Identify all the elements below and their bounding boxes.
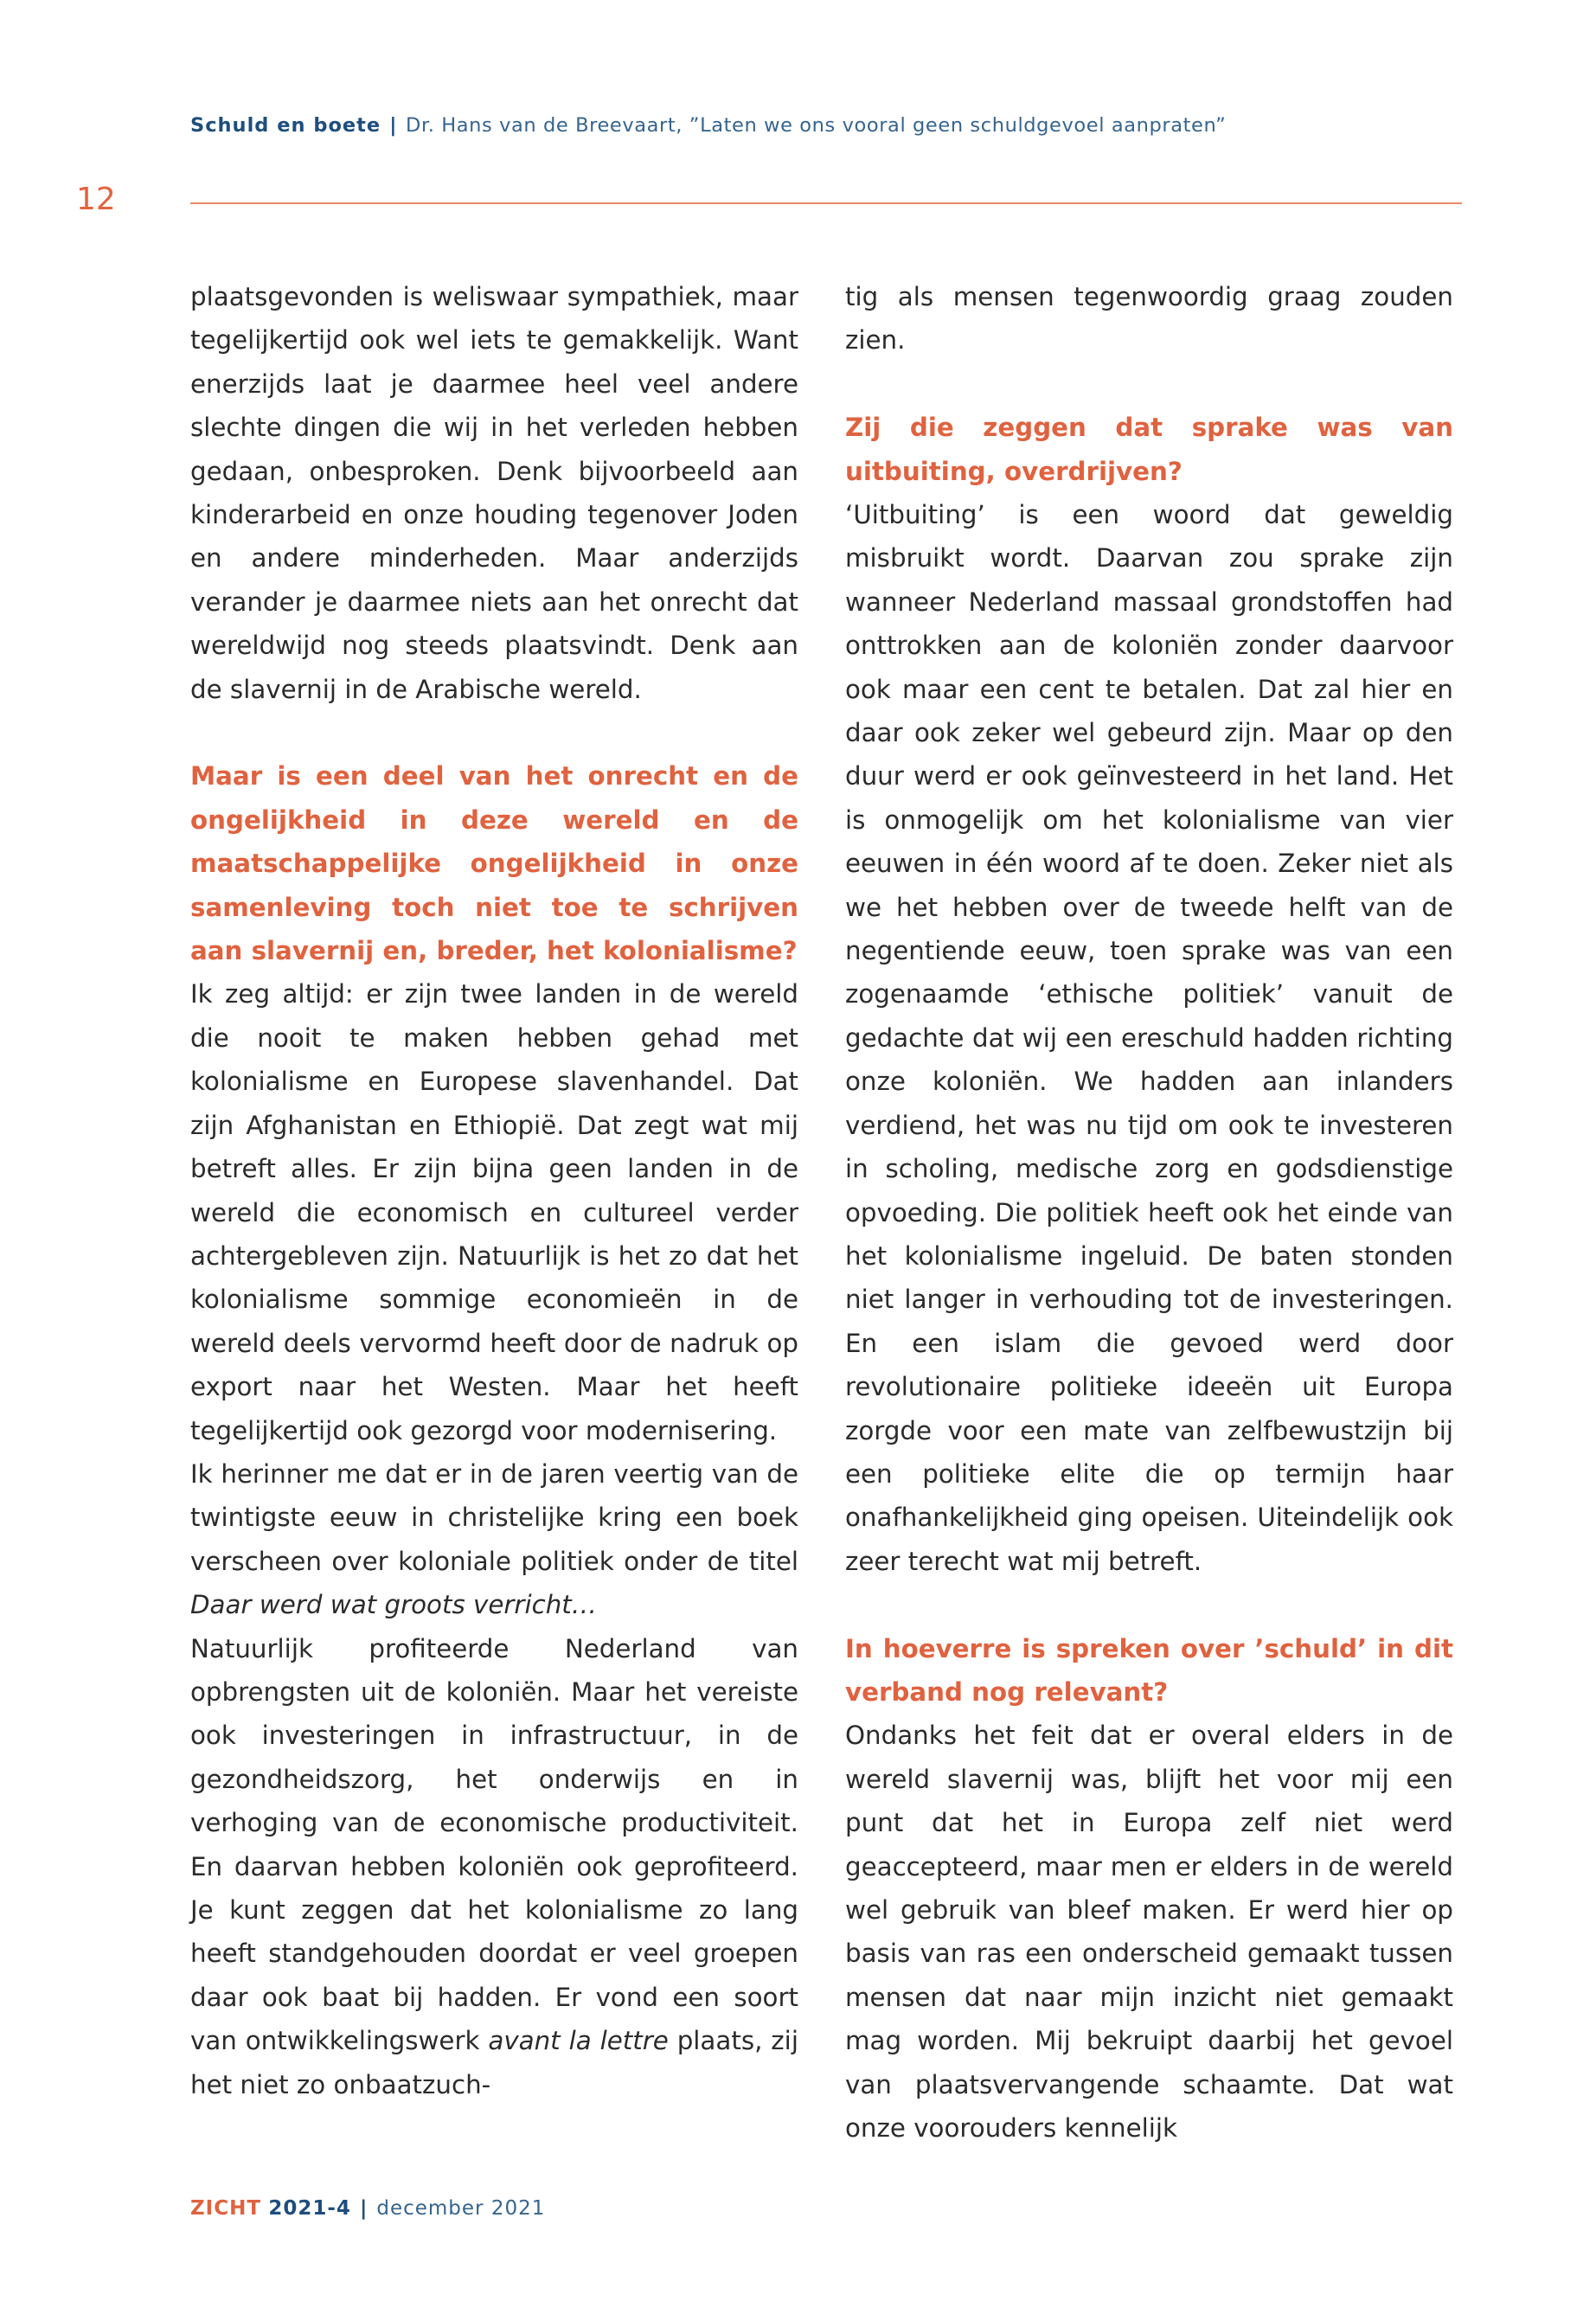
paragraph-gap — [845, 1583, 1453, 1626]
running-header — [190, 114, 1453, 137]
header-separator: | — [389, 114, 398, 137]
footer-brand: ZICHT — [190, 2197, 262, 2220]
header-rule — [190, 202, 1462, 204]
interview-question: Maar is een deel van het onrecht en de ongelijkheid in deze wereld en de maatschappelijke ongelijkheid in onze samenleving toch niet toe te schrijven aan slavernij en, breder, het kolonialisme? — [190, 761, 798, 966]
paragraph-text: Natuurlijk profiteerde Nederland van opbrengsten uit de koloniën. Maar het vereiste ook investeringen in infrastructuur, in de gezondheidszorg, het onderwijs en in verhoging van de economische productiviteit. En daarvan hebben koloniën ook geprofiteerd. Je kunt zeggen dat het kolonialisme zo lang heeft standgehouden doordat er veel groepen daar ook baat bij hadden. Er vond een soort van ontwikkelingswerk — [190, 1633, 798, 2056]
paragraph-text: Ik herinner me dat er in de jaren veertig van de twintigste eeuw in christelijke kring een boek verscheen over koloniale politiek onder de titel — [190, 1458, 798, 1576]
italic-phrase: avant la lettre — [488, 2026, 669, 2056]
header-section: Schuld en boete — [190, 114, 381, 137]
paragraph: tig als mensen tegenwoordig graag zouden zien. — [845, 282, 1453, 356]
left-column — [190, 275, 798, 2106]
paragraph: plaatsgevonden is weliswaar sympathiek, maar tegelijkertijd ook wel iets te gemakkelijk. Want enerzijds laat je daarmee heel veel andere slechte dingen die wij in het verleden hebben gedaan, onbesproken. Denk bijvoorbeeld aan kinderarbeid en onze houding tegenover Joden en andere minderheden. Maar anderzijds verander je daarmee niets aan het onrecht dat wereldwijd nog steeds plaatsvindt. Denk aan de slavernij in de Arabische wereld. — [190, 282, 798, 704]
paragraph — [190, 1452, 798, 1627]
footer-date: december 2021 — [376, 2197, 546, 2220]
paragraph-text: plaats, zij het niet zo onbaatzuch- — [190, 2026, 798, 2099]
paragraph-gap — [845, 362, 1453, 406]
footer — [190, 2197, 545, 2220]
header-article-title: Dr. Hans van de Breevaart, ”Laten we ons vooral geen schuldgevoel aanpraten” — [406, 114, 1227, 137]
footer-issue: 2021-4 — [268, 2197, 351, 2220]
interview-question: In hoeverre is spreken over ’schuld’ in dit verband nog relevant? — [845, 1633, 1453, 1707]
paragraph-gap — [190, 711, 798, 754]
right-column — [845, 275, 1453, 2150]
page-number: 12 — [76, 182, 116, 217]
paragraph — [190, 1627, 798, 2106]
book-title: Daar werd wat groots verricht… — [190, 1590, 598, 1620]
paragraph: Ik zeg altijd: er zijn twee landen in de wereld die nooit te maken hebben gehad met kolonialisme en Europese slavenhandel. Dat zijn Afghanistan en Ethiopië. Dat zegt wat mij betreft alles. Er zijn bijna geen landen in de wereld die economisch en cultureel verder achtergebleven zijn. Natuurlijk is het zo dat het kolonialisme sommige economieën in de wereld deels vervormd heeft door de nadruk op export naar het Westen. Maar het heeft tegelijkertijd ook gezorgd voor modernisering. — [190, 979, 798, 1445]
footer-separator: | — [359, 2197, 369, 2220]
interview-question: Zij die zeggen dat sprake was van uitbuiting, overdrijven? — [845, 413, 1453, 486]
paragraph: ‘Uitbuiting’ is een woord dat geweldig misbruikt wordt. Daarvan zou sprake zijn wanneer Nederland massaal grondstoffen had onttrokken aan de koloniën zonder daarvoor ook maar een cent te betalen. Dat zal hier en daar ook zeker wel gebeurd zijn. Maar op den duur werd er ook geïnvesteerd in het land. Het is onmogelijk om het kolonialisme van vier eeuwen in één woord af te doen. Zeker niet als we het hebben over de tweede helft van de negentiende eeuw, toen sprake was van een zogenaamde ‘ethische politiek’ vanuit de gedachte dat wij een ereschuld hadden richting onze koloniën. We hadden aan inlanders verdiend, het was nu tijd om ook te investeren in scholing, medische zorg en godsdienstige opvoeding. Die politiek heeft ook het einde van het kolonialisme ingeluid. De baten stonden niet langer in verhouding tot de investeringen. En een islam die gevoed werd door revolutionaire politieke ideeën uit Europa zorgde voor een mate van zelfbewustzijn bij een politieke elite die op termijn haar onafhankelijkheid ging opeisen. Uiteindelijk ook zeer terecht wat mij betreft. — [845, 500, 1453, 1576]
paragraph: Ondanks het feit dat er overal elders in de wereld slavernij was, blijft het voor mij een punt dat het in Europa zelf niet werd geaccepteerd, maar men er elders in de wereld wel gebruik van bleef maken. Er werd hier op basis van ras een onderscheid gemaakt tussen mensen dat naar mijn inzicht niet gemaakt mag worden. Mij bekruipt daarbij het gevoel van plaatsvervangende schaamte. Dat wat onze voorouders kennelijk — [845, 1721, 1453, 2144]
